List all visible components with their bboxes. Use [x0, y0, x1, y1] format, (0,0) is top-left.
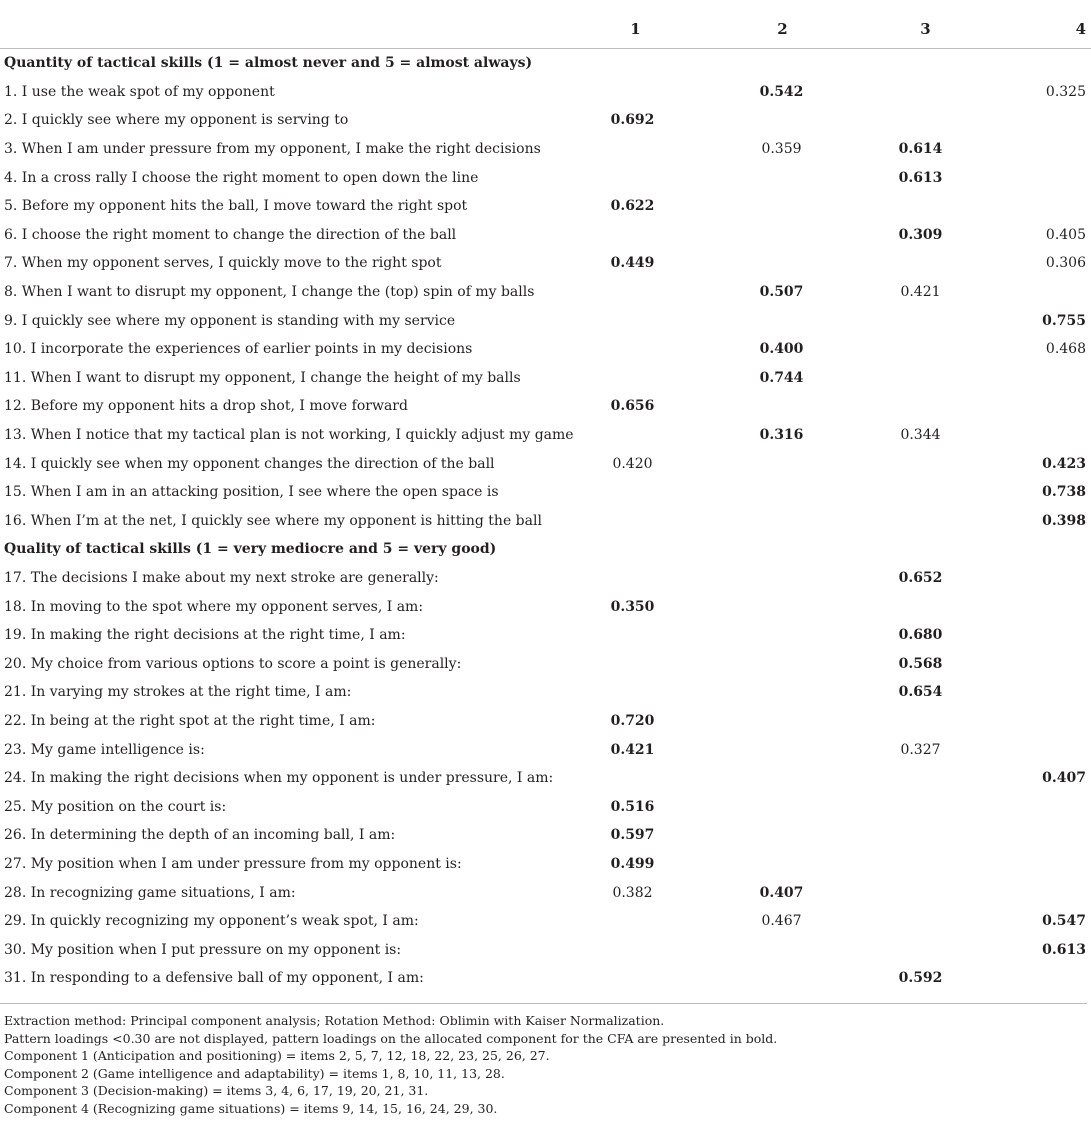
table-row: [0, 278, 1091, 307]
section-header-row: [0, 535, 1091, 564]
loading-component-1: [566, 649, 711, 678]
item-label: 3. When I am under pressure from my opponent, I make the right decisions: [4, 141, 541, 158]
loading-component-4: 0.755: [1042, 312, 1086, 329]
loading-component-3: 0.652: [898, 569, 943, 586]
loading-component-4: [997, 707, 1091, 736]
loading-component-2: 0.316: [759, 427, 804, 444]
loading-component-1: 0.622: [610, 198, 655, 215]
table-row: [0, 878, 1091, 907]
loading-component-1: [566, 964, 711, 993]
loading-component-4: 0.613: [1042, 941, 1086, 958]
loading-component-4: 0.468: [1045, 341, 1086, 358]
table-row: [0, 964, 1091, 993]
header-component-4: 4: [1075, 20, 1086, 38]
footnote-extraction: Extraction method: Principal component analysis; Rotation Method: Oblimin with Kaiser Normalization.: [4, 1013, 665, 1028]
item-label: 12. Before my opponent hits a drop shot, I move forward: [4, 398, 408, 415]
loading-component-2: [711, 649, 854, 678]
loading-component-1: 0.720: [610, 712, 655, 729]
item-label: 21. In varying my strokes at the right time, I am:: [4, 684, 352, 701]
item-label: 14. I quickly see when my opponent changes the direction of the ball: [4, 455, 495, 472]
loading-component-3: [854, 364, 997, 393]
footnote-component-1: Component 1 (Anticipation and positioning) = items 2, 5, 7, 12, 18, 22, 23, 25, 26, 27.: [4, 1048, 550, 1063]
loading-component-1: [566, 78, 711, 107]
loading-component-1: [566, 935, 711, 964]
footnote-component-4: Component 4 (Recognizing game situations) = items 9, 14, 15, 16, 24, 29, 30.: [4, 1100, 498, 1116]
loading-component-4: 0.405: [1045, 226, 1086, 243]
table-row: [0, 678, 1091, 707]
loading-component-4: [997, 878, 1091, 907]
loading-component-2: [711, 821, 854, 850]
loading-component-1: [566, 478, 711, 507]
loading-component-1: [566, 421, 711, 450]
loading-component-4: [997, 964, 1091, 993]
loading-component-4: [997, 278, 1091, 307]
table-row: [0, 907, 1091, 936]
table-row: [0, 621, 1091, 650]
loading-component-3: 0.613: [898, 169, 943, 186]
table-body: [0, 49, 1091, 993]
item-label: 25. My position on the court is:: [4, 798, 227, 815]
item-label: 4. In a cross rally I choose the right moment to open down the line: [4, 169, 479, 186]
loading-component-3: [854, 306, 997, 335]
item-label: 8. When I want to disrupt my opponent, I change the (top) spin of my balls: [4, 284, 535, 301]
loading-component-2: [711, 850, 854, 879]
loading-component-2: [711, 507, 854, 536]
loading-component-3: [854, 764, 997, 793]
table-row: [0, 421, 1091, 450]
item-label: 18. In moving to the spot where my opponent serves, I am:: [4, 598, 424, 615]
table-row: [0, 78, 1091, 107]
loading-component-4: [997, 592, 1091, 621]
loading-component-3: 0.614: [898, 141, 943, 158]
footnote-component-2: Component 2 (Game intelligence and adaptability) = items 1, 8, 10, 11, 13, 28.: [4, 1065, 505, 1081]
table-row: [0, 649, 1091, 678]
loading-component-1: [566, 135, 711, 164]
loading-component-2: [711, 935, 854, 964]
item-label: 24. In making the right decisions when my opponent is under pressure, I am:: [4, 770, 554, 787]
section-header-row: [0, 49, 1091, 78]
item-label: 2. I quickly see where my opponent is serving to: [4, 112, 349, 129]
item-label: 9. I quickly see where my opponent is standing with my service: [4, 312, 456, 329]
loading-component-1: [566, 621, 711, 650]
loading-component-4: [997, 735, 1091, 764]
item-label: 20. My choice from various options to score a point is generally:: [4, 655, 462, 672]
table-row: [0, 592, 1091, 621]
loading-component-3: [854, 106, 997, 135]
loading-component-1: 0.449: [610, 255, 655, 272]
table-row: [0, 364, 1091, 393]
loading-component-3: [854, 935, 997, 964]
loading-component-4: [997, 792, 1091, 821]
loading-component-2: [711, 621, 854, 650]
loading-component-2: [711, 478, 854, 507]
footnote-component-3: Component 3 (Decision-making) = items 3, 4, 6, 17, 19, 20, 21, 31.: [4, 1083, 429, 1098]
table-row: [0, 507, 1091, 536]
loading-component-1: [566, 221, 711, 250]
loading-component-3: [854, 792, 997, 821]
table-row: [0, 335, 1091, 364]
loading-component-3: [854, 821, 997, 850]
loading-component-3: [854, 392, 997, 421]
loading-component-1: 0.350: [610, 598, 655, 615]
table-row: [0, 449, 1091, 478]
loading-component-4: [997, 135, 1091, 164]
loading-component-2: 0.400: [759, 341, 804, 358]
table-bottom-rule: [0, 1003, 1087, 1004]
loading-component-2: [711, 735, 854, 764]
item-label: 5. Before my opponent hits the ball, I move toward the right spot: [4, 198, 468, 215]
loading-component-2: [711, 106, 854, 135]
loading-component-4: 0.398: [1042, 512, 1086, 529]
loading-component-4: [997, 564, 1091, 593]
loading-component-4: 0.423: [1042, 455, 1086, 472]
item-label: 13. When I notice that my tactical plan is not working, I quickly adjust my game: [4, 427, 574, 444]
loading-component-3: 0.592: [898, 970, 943, 987]
loading-component-3: 0.344: [900, 427, 941, 444]
loading-component-2: [711, 221, 854, 250]
loading-component-1: 0.382: [612, 884, 653, 901]
header-blank: [0, 20, 566, 49]
item-label: 30. My position when I put pressure on my opponent is:: [4, 941, 402, 958]
loading-component-2: 0.407: [759, 884, 804, 901]
loading-component-1: 0.516: [610, 798, 655, 815]
loading-component-3: [854, 249, 997, 278]
loading-component-2: 0.744: [759, 369, 804, 386]
loading-component-4: [997, 621, 1091, 650]
item-label: 10. I incorporate the experiences of earlier points in my decisions: [4, 341, 473, 358]
loading-component-3: 0.309: [898, 226, 943, 243]
loading-component-3: [854, 192, 997, 221]
table-row: [0, 850, 1091, 879]
table-row: [0, 792, 1091, 821]
loading-component-3: [854, 907, 997, 936]
loading-component-2: [711, 592, 854, 621]
loading-component-4: 0.306: [1045, 255, 1086, 272]
loading-component-1: 0.420: [612, 455, 653, 472]
section-title: Quality of tactical skills (1 = very mediocre and 5 = very good): [4, 541, 497, 558]
loading-component-1: [566, 278, 711, 307]
loading-component-4: [997, 649, 1091, 678]
item-label: 19. In making the right decisions at the right time, I am:: [4, 627, 406, 644]
loading-component-1: 0.692: [610, 112, 655, 129]
loading-component-1: [566, 678, 711, 707]
loading-component-2: [711, 306, 854, 335]
item-label: 27. My position when I am under pressure from my opponent is:: [4, 855, 462, 872]
loading-component-2: 0.542: [759, 83, 804, 100]
loading-component-2: [711, 163, 854, 192]
table-row: [0, 135, 1091, 164]
loading-component-2: [711, 678, 854, 707]
loading-component-2: 0.467: [761, 913, 802, 930]
loading-component-2: 0.359: [761, 141, 802, 158]
loading-component-4: [997, 421, 1091, 450]
table-row: [0, 106, 1091, 135]
item-label: 22. In being at the right spot at the right time, I am:: [4, 712, 376, 729]
loading-component-3: 0.421: [900, 284, 941, 301]
item-label: 17. The decisions I make about my next stroke are generally:: [4, 569, 439, 586]
loading-component-2: [711, 564, 854, 593]
loading-component-2: 0.507: [759, 284, 804, 301]
table-row: [0, 707, 1091, 736]
loading-component-1: 0.656: [610, 398, 655, 415]
table-row: [0, 478, 1091, 507]
loading-component-3: [854, 850, 997, 879]
item-label: 7. When my opponent serves, I quickly move to the right spot: [4, 255, 442, 272]
loading-component-1: [566, 564, 711, 593]
loading-component-4: [997, 364, 1091, 393]
table-row: [0, 935, 1091, 964]
loading-component-1: [566, 335, 711, 364]
loading-component-4: 0.738: [1042, 484, 1086, 501]
loading-component-3: [854, 707, 997, 736]
table-row: [0, 564, 1091, 593]
loading-component-4: 0.325: [1045, 83, 1086, 100]
loading-component-2: [711, 707, 854, 736]
item-label: 1. I use the weak spot of my opponent: [4, 83, 275, 100]
header-component-2: 2: [777, 20, 788, 38]
item-label: 11. When I want to disrupt my opponent, I change the height of my balls: [4, 369, 521, 386]
item-label: 29. In quickly recognizing my opponent’s weak spot, I am:: [4, 913, 419, 930]
table-row: [0, 221, 1091, 250]
loading-component-3: 0.654: [898, 684, 943, 701]
item-label: 15. When I am in an attacking position, I see where the open space is: [4, 484, 499, 501]
loading-component-4: 0.547: [1042, 913, 1086, 930]
item-label: 31. In responding to a defensive ball of my opponent, I am:: [4, 970, 424, 987]
pattern-loadings-table: [0, 20, 1091, 993]
loading-component-4: [997, 678, 1091, 707]
loading-component-4: 0.407: [1042, 770, 1086, 787]
header-component-3: 3: [920, 20, 931, 38]
loading-component-3: [854, 878, 997, 907]
loading-component-2: [711, 449, 854, 478]
table-row: [0, 392, 1091, 421]
loading-component-3: [854, 449, 997, 478]
item-label: 6. I choose the right moment to change the direction of the ball: [4, 226, 457, 243]
footnote-pattern-loadings: Pattern loadings <0.30 are not displayed, pattern loadings on the allocated component for the CFA are presented in bold.: [4, 1030, 778, 1046]
loading-component-2: [711, 392, 854, 421]
loading-component-4: [997, 821, 1091, 850]
loading-component-2: [711, 964, 854, 993]
loading-component-4: [997, 850, 1091, 879]
loading-component-1: 0.499: [610, 855, 655, 872]
item-label: 16. When I’m at the net, I quickly see where my opponent is hitting the ball: [4, 512, 542, 529]
loading-component-1: [566, 507, 711, 536]
loading-component-2: [711, 764, 854, 793]
loading-component-2: [711, 192, 854, 221]
loading-component-3: [854, 478, 997, 507]
table-header: [0, 20, 1091, 49]
loading-component-3: 0.327: [900, 741, 941, 758]
loading-component-1: [566, 764, 711, 793]
table-row: [0, 306, 1091, 335]
header-component-1: 1: [630, 20, 641, 38]
loading-component-3: [854, 507, 997, 536]
loading-component-3: [854, 592, 997, 621]
loading-component-1: [566, 364, 711, 393]
item-label: 28. In recognizing game situations, I am:: [4, 884, 296, 901]
section-title: Quantity of tactical skills (1 = almost never and 5 = almost always): [4, 55, 533, 72]
item-label: 23. My game intelligence is:: [4, 741, 205, 758]
loading-component-3: 0.680: [898, 627, 943, 644]
loading-component-1: [566, 163, 711, 192]
loading-component-4: [997, 392, 1091, 421]
loading-component-1: 0.597: [610, 827, 655, 844]
loading-component-1: [566, 907, 711, 936]
loading-component-3: [854, 78, 997, 107]
loading-component-1: [566, 306, 711, 335]
loading-component-3: [854, 335, 997, 364]
loading-component-1: 0.421: [610, 741, 655, 758]
table-footnotes: [4, 1012, 1084, 1117]
table-row: [0, 735, 1091, 764]
loading-component-2: [711, 792, 854, 821]
table-row: [0, 192, 1091, 221]
loading-component-4: [997, 163, 1091, 192]
loading-component-4: [997, 192, 1091, 221]
item-label: 26. In determining the depth of an incoming ball, I am:: [4, 827, 396, 844]
loading-component-4: [997, 106, 1091, 135]
table-row: [0, 163, 1091, 192]
table-row: [0, 249, 1091, 278]
table-row: [0, 764, 1091, 793]
table-row: [0, 821, 1091, 850]
loading-component-3: 0.568: [898, 655, 943, 672]
loading-component-2: [711, 249, 854, 278]
